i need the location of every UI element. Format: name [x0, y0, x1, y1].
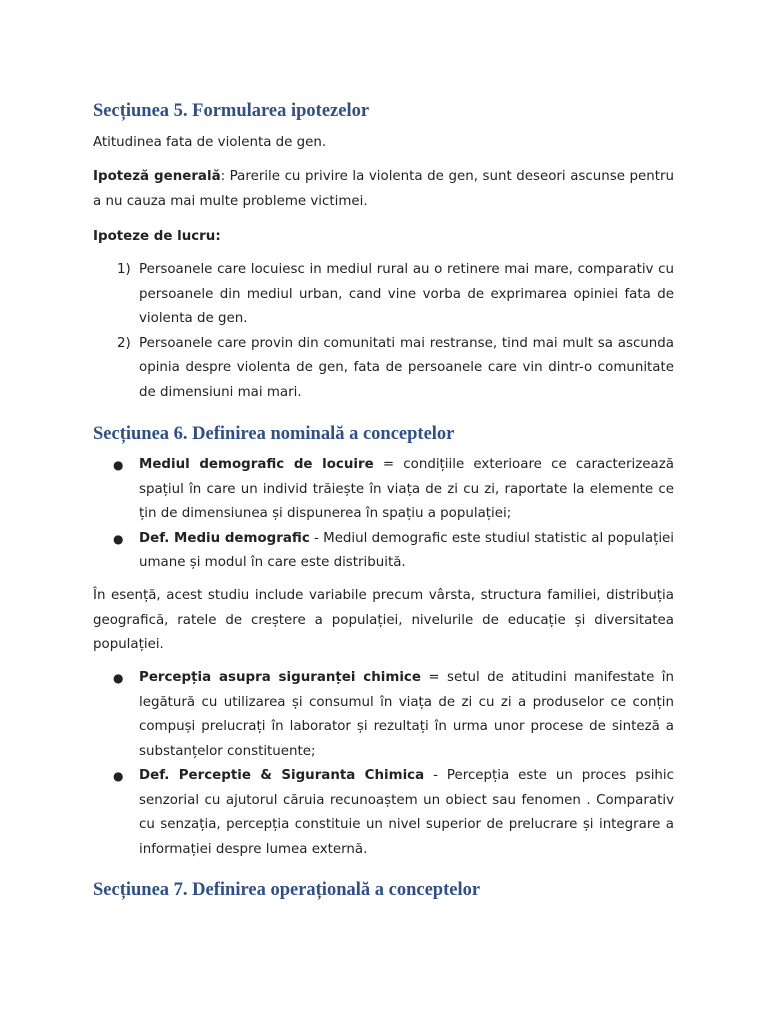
general-hypothesis-label: Ipoteză generală: [93, 169, 221, 184]
general-hypothesis-text: : Parerile cu privire la violenta de gen, sunt deseori ascunse pentru a nu cauza mai multe probleme victimei.: [93, 169, 674, 209]
list-marker: 2): [117, 335, 131, 351]
list-item: [93, 764, 674, 862]
list-item: [93, 258, 674, 332]
concept-definition: = condițiile exterioare ce caracterizează spațiul în care un individ trăiește în viața de zi cu zi, raportate la elemente ce țin de dimensiunea și dispunerea în spațiu a populației;: [139, 457, 674, 521]
concept-definition: - Percepția este un proces psihic senzorial cu ajutorul căruia recunoaștem un obiect sau fenomen . Comparativ cu senzația, percepția constituie un nivel superior de prelucrare și integrare a informației despre lumea externă.: [139, 768, 674, 857]
bullet-icon: ●: [113, 458, 124, 472]
section-6-heading: Secțiunea 6. Definirea nominală a conceptelor: [93, 424, 455, 444]
work-hypotheses-label-text: Ipoteze de lucru:: [93, 229, 221, 244]
concept-definition: - Mediul demografic este studiul statistic al populației umane și modul în care este distribuită.: [139, 530, 674, 570]
bullet-icon: ●: [113, 671, 124, 685]
work-hypotheses-list: [93, 258, 674, 405]
concept-term: Mediul demografic de locuire: [139, 457, 374, 472]
section-7-heading: Secțiunea 7. Definirea operațională a conceptelor: [93, 880, 481, 900]
list-item: [93, 666, 674, 764]
concepts-list-2: [93, 666, 674, 862]
list-item: [93, 527, 674, 576]
section-6-paragraph: În esență, acest studiu include variabile precum vârsta, structura familiei, distribuția geografică, ratele de creștere a populației, nivelurile de educație și diversitatea populației.: [93, 588, 674, 652]
list-item-text: Persoanele care provin din comunitati mai restranse, tind mai mult sa ascunda opinia despre violenta de gen, fata de persoanele care vin dintr-o comunitate de dimensiuni mai mari.: [139, 335, 674, 400]
concept-term: Def. Mediu demografic: [139, 530, 310, 546]
concept-term: Def. Perceptie & Siguranta Chimica: [139, 768, 425, 783]
concepts-list-1: [93, 453, 674, 576]
list-item: [93, 453, 674, 527]
bullet-icon: ●: [113, 769, 124, 783]
list-marker: 1): [117, 262, 131, 277]
list-item: [93, 332, 674, 406]
general-hypothesis: [93, 165, 674, 214]
list-item-text: Persoanele care locuiesc in mediul rural au o retinere mai mare, comparativ cu persoanele din mediul urban, cand vine vorba de exprimarea opiniei fata de violenta de gen.: [139, 262, 674, 326]
concept-term: Percepția asupra siguranței chimice: [139, 670, 421, 685]
section-5-intro: Atitudinea fata de violenta de gen.: [93, 135, 327, 150]
bullet-icon: ●: [113, 531, 124, 546]
concept-definition: = setul de atitudini manifestate în legătură cu utilizarea și consumul în viața de zi cu zi a produselor ce conțin compuși prelucrați în laborator și rezultați în urma unor procese de sinteză a substanțelor constituente;: [139, 670, 674, 759]
section-5-heading: Secțiunea 5. Formularea ipotezelor: [93, 101, 370, 121]
work-hypotheses-label: [93, 225, 674, 250]
